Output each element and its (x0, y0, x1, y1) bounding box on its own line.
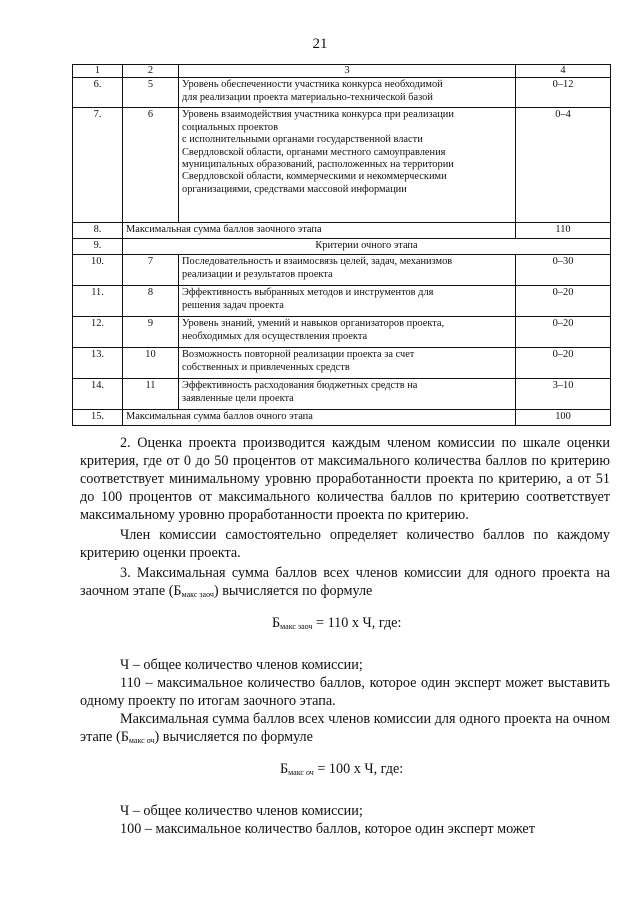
criterion-text-line: Уровень знаний, умений и навыков организаторов проекта, (182, 318, 445, 330)
row-number-cell: 7. (73, 108, 123, 223)
fulltime-text-start: Максимальная сумма баллов всех членов комиссии для одного проекта на очном этапе (Б (80, 711, 610, 745)
criterion-text-line: Последовательность и взаимосвязь целей, задач, механизмов (182, 256, 453, 268)
criterion-description-cell (179, 286, 516, 317)
formula-correspondence-subscript: макс заоч (280, 622, 313, 631)
definition-max-points-100: 100 – максимальное количество баллов, которое один эксперт может (120, 821, 535, 837)
paragraph-correspondence-max (80, 564, 610, 604)
formula-correspondence-b: Б (272, 615, 281, 631)
criterion-description-cell (179, 78, 516, 108)
total-label-cell: Максимальная сумма баллов очного этапа (123, 410, 516, 426)
table-row-11 (73, 286, 611, 317)
correspondence-text-start: 3. Максимальная сумма баллов всех членов комиссии для одного проекта на заочном этапе (Б (80, 565, 610, 599)
criterion-text-line: Свердловской области, коммерческими и некоммерческими (182, 171, 447, 183)
row-number-cell: 13. (73, 348, 123, 379)
criterion-text-line: заявленные цели проекта (182, 392, 294, 404)
header-cell-3: 3 (179, 65, 516, 78)
table-row-12 (73, 317, 611, 348)
paragraph-evaluation-scale: 2. Оценка проекта производится каждым членом комиссии по шкале оценки критерия, где от 0 до 50 процентов от максимального количества баллов по критерию соответствует минимальному уровню проработанности проекта по критерию, а от 51 до 100 процентов от максимального количества баллов по критерию соответствует максимальному уровню проработанности проекта по критерию. (80, 435, 610, 523)
table-row-9 (73, 239, 611, 255)
score-range-cell: 0–30 (516, 255, 611, 286)
criterion-description-cell (179, 317, 516, 348)
criterion-description-cell (179, 108, 516, 223)
score-range-cell: 3–10 (516, 379, 611, 410)
criterion-text-line: организациями, средствами массовой информации (182, 183, 407, 195)
header-cell-2: 2 (123, 65, 179, 78)
criterion-number-cell: 11 (123, 379, 179, 410)
row-number-cell: 9. (73, 239, 123, 255)
definition-members-1: Ч – общее количество членов комиссии; (120, 657, 363, 673)
criterion-text-line: Возможность повторной реализации проекта за счет (182, 349, 415, 361)
score-range-cell: 0–12 (516, 78, 611, 108)
criterion-text-line: решения задач проекта (182, 299, 284, 311)
fulltime-text-end: ) вычисляется по формуле (154, 729, 313, 745)
definition-max-points-110: 110 – максимальное количество баллов, которое один эксперт может выставить одному проекту по итогам заочного этапа. (80, 675, 610, 709)
table-row-14 (73, 379, 611, 410)
criterion-number-cell: 5 (123, 78, 179, 108)
criterion-number-cell: 9 (123, 317, 179, 348)
criteria-table (72, 64, 611, 426)
fulltime-subscript: макс оч (128, 736, 155, 745)
criterion-text-line: Эффективность выбранных методов и инструментов для (182, 287, 434, 299)
header-cell-1: 1 (73, 65, 123, 78)
score-range-cell: 0–20 (516, 286, 611, 317)
formula-fulltime-rest: = 100 х Ч, где: (313, 761, 404, 777)
formula-fulltime-subscript: макс оч (288, 768, 314, 777)
section-heading-cell: Критерии очного этапа (123, 239, 611, 255)
table-row-15 (73, 410, 611, 426)
paragraph-member-scoring: Член комиссии самостоятельно определяет количество баллов по каждому критерию оценки проекта. (80, 527, 610, 561)
criterion-number-cell: 10 (123, 348, 179, 379)
row-number-cell: 8. (73, 223, 123, 239)
criterion-text-line: необходимых для осуществления проекта (182, 330, 368, 342)
table-row-13 (73, 348, 611, 379)
criterion-text-line: муниципальных образований, расположенных на территории (182, 159, 454, 171)
correspondence-text-end: ) вычисляется по формуле (213, 583, 373, 599)
criterion-description-cell (179, 379, 516, 410)
row-number-cell: 14. (73, 379, 123, 410)
page-number: 21 (312, 36, 328, 52)
criterion-text-line: социальных проектов (182, 121, 278, 133)
criterion-text-line: Уровень обеспеченности участника конкурса необходимой (182, 79, 443, 91)
row-number-cell: 10. (73, 255, 123, 286)
criterion-text-line: Свердловской области, органами местного самоуправления (182, 146, 446, 158)
row-number-cell: 15. (73, 410, 123, 426)
score-range-cell: 100 (516, 410, 611, 426)
formula-fulltime-b: Б (280, 761, 289, 777)
criterion-number-cell: 8 (123, 286, 179, 317)
criterion-description-cell (179, 348, 516, 379)
criterion-number-cell: 7 (123, 255, 179, 286)
definition-members-2: Ч – общее количество членов комиссии; (120, 803, 363, 819)
formula-fulltime (80, 760, 610, 782)
header-cell-4: 4 (516, 65, 611, 78)
total-label-cell: Максимальная сумма баллов заочного этапа (123, 223, 516, 239)
criterion-text-line: с исполнительными органами государственной власти (182, 134, 423, 146)
correspondence-subscript: макс заоч (181, 590, 214, 599)
table-row-6 (73, 78, 611, 108)
table-row-10 (73, 255, 611, 286)
paragraph-fulltime-max (80, 710, 610, 750)
criterion-text-line: реализации и результатов проекта (182, 268, 333, 280)
table-row-8 (73, 223, 611, 239)
table-row-7 (73, 108, 611, 223)
formula-correspondence (80, 614, 610, 636)
score-range-cell: 0–20 (516, 348, 611, 379)
criterion-description-cell (179, 255, 516, 286)
score-range-cell: 110 (516, 223, 611, 239)
score-range-cell: 0–4 (516, 108, 611, 223)
table-header-row (73, 65, 611, 78)
criterion-number-cell: 6 (123, 108, 179, 223)
criterion-text-line: Эффективность расходования бюджетных средств на (182, 380, 418, 392)
row-number-cell: 6. (73, 78, 123, 108)
criterion-text-line: собственных и привлеченных средств (182, 361, 350, 373)
score-range-cell: 0–20 (516, 317, 611, 348)
row-number-cell: 11. (73, 286, 123, 317)
criterion-text-line: для реализации проекта материально-технической базой (182, 91, 433, 103)
row-number-cell: 12. (73, 317, 123, 348)
body-text (80, 434, 610, 838)
criterion-text-line: Уровень взаимодействия участника конкурса при реализации (182, 109, 454, 121)
criteria-table-body (73, 65, 611, 426)
formula-correspondence-rest: = 110 х Ч, где: (312, 615, 402, 631)
